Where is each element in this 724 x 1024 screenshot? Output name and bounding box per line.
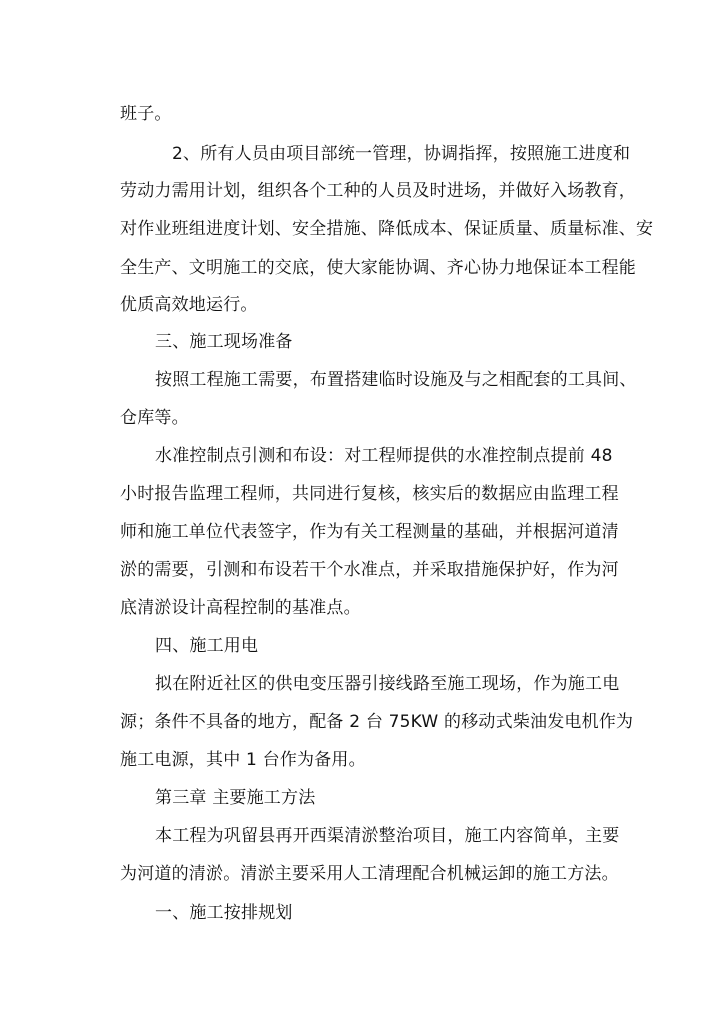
- text-line: 师和施工单位代表签字，作为有关工程测量的基础，并根据河道清: [120, 522, 619, 542]
- text-line: 水准控制点引测和布设：对工程师提供的水准控制点提前 48: [155, 446, 613, 466]
- text-line: 为河道的清淤。清淤主要采用人工清理配合机械运卸的施工方法。: [120, 864, 619, 884]
- text-line: 本工程为巩留县再开西渠清淤整治项目，施工内容简单，主要: [155, 826, 620, 846]
- text-line: 按照工程施工需要，布置搭建临时设施及与之相配套的工具间、: [155, 370, 637, 390]
- section-heading: 四、施工用电: [155, 636, 259, 656]
- chapter-heading: 第三章 主要施工方法: [155, 788, 316, 808]
- text-line: 底清淤设计高程控制的基准点。: [120, 598, 361, 618]
- text-line: 全生产、文明施工的交底，使大家能协调、齐心协力地保证本工程能: [120, 258, 636, 278]
- text-line: 仓库等。: [120, 408, 189, 428]
- text-line: 施工电源，其中 1 台作为备用。: [120, 750, 366, 770]
- section-heading: 三、施工现场准备: [155, 332, 293, 352]
- text-line: 拟在附近社区的供电变压器引接线路至施工现场，作为施工电: [155, 674, 620, 694]
- text-line: 源；条件不具备的地方，配备 2 台 75KW 的移动式柴油发电机作为: [120, 712, 634, 732]
- text-line: 2、所有人员由项目部统一管理，协调指挥，按照施工进度和: [172, 144, 631, 164]
- text-line: 班子。: [120, 104, 172, 124]
- text-line: 对作业班组进度计划、安全措施、降低成本、保证质量、质量标准、安: [120, 219, 654, 239]
- text-line: 劳动力需用计划，组织各个工种的人员及时进场，并做好入场教育，: [120, 181, 636, 201]
- text-line: 优质高效地运行。: [120, 295, 258, 315]
- section-heading: 一、施工按排规划: [155, 903, 293, 923]
- text-line: 小时报告监理工程师，共同进行复核，核实后的数据应由监理工程: [120, 484, 619, 504]
- text-line: 淤的需要，引测和布设若干个水准点，并采取措施保护好，作为河: [120, 560, 619, 580]
